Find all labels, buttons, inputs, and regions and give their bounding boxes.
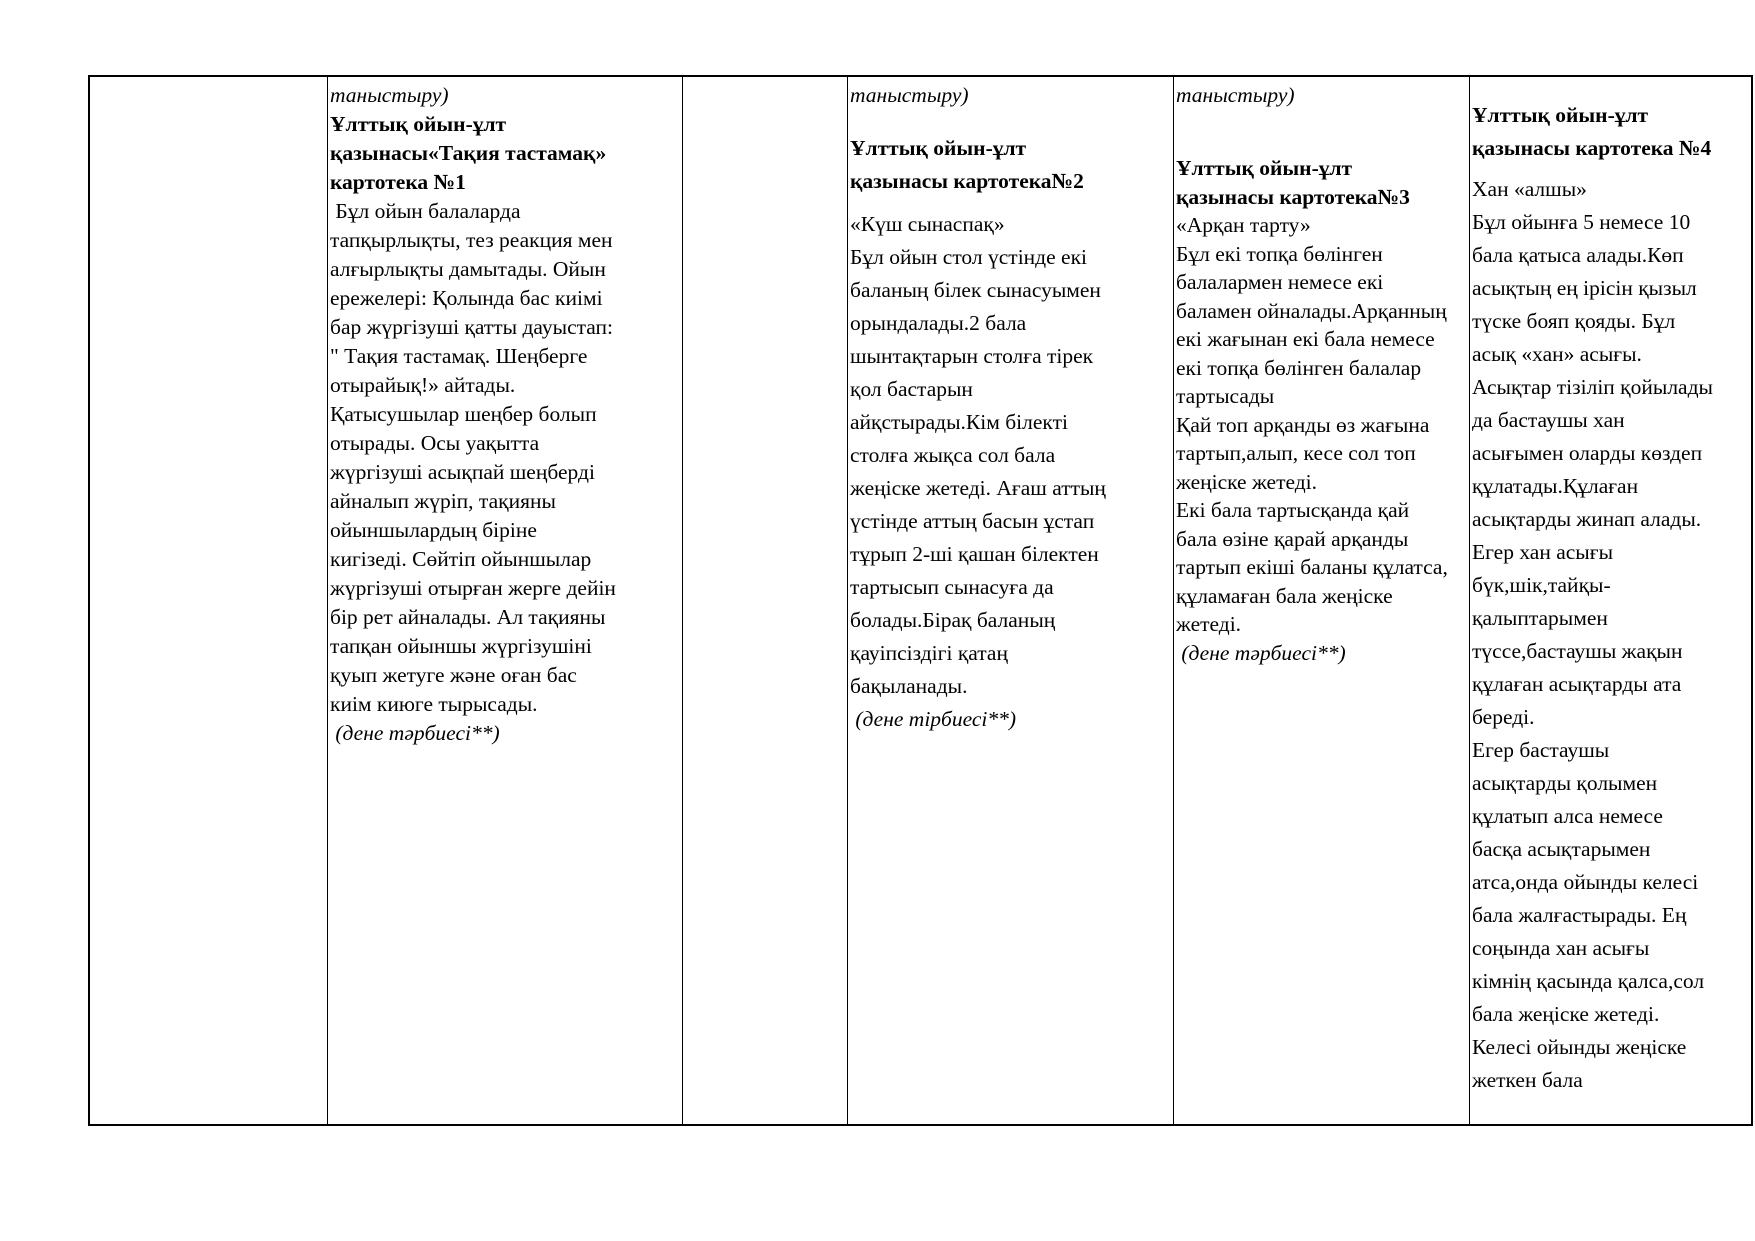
cell-game-2	[848, 77, 1174, 1124]
text-line: екі топқа бөлінген балалар	[1176, 355, 1422, 380]
text-line: тартысады	[1176, 384, 1275, 408]
text-line: алғырлықты дамытады. Ойын	[330, 257, 606, 281]
text-line: басқа асықтарымен	[1472, 837, 1651, 861]
text-line: да бастаушы хан	[1472, 408, 1625, 432]
text-line: қалыптарымен	[1472, 606, 1608, 630]
text-line: құлатады.Құлаған	[1472, 474, 1639, 498]
text-line: отырады. Осы уақытта	[330, 431, 540, 455]
column-empty-2	[682, 77, 848, 1124]
text-line: тұрып 2-ші қашан білектен	[850, 542, 1099, 566]
text-line: айналып жүріп, тақияны	[330, 489, 556, 513]
text-line: асықтың ең ірісін қызыл	[1472, 276, 1697, 300]
game-title-line: Ұлттық ойын-ұлт	[1176, 156, 1353, 180]
text-line: құлаған асықтарды ата	[1472, 672, 1682, 696]
text-line: қол бастарын	[850, 377, 973, 401]
text-line: жүргізуші отырған жерге дейін	[330, 576, 616, 600]
text-line: құлатып алса немесе	[1472, 804, 1663, 828]
text-line: Қатысушылар шеңбер болып	[330, 402, 597, 426]
text-line: бүк,шік,тайқы-	[1472, 573, 1611, 597]
text-line: кімнің қасында қалса,сол	[1472, 969, 1705, 993]
text-line: Келесі ойынды жеңіске	[1472, 1035, 1687, 1059]
text-line: бала қатыса алады.Көп	[1472, 243, 1684, 267]
text-line: құламаған бала жеңіске	[1176, 583, 1393, 608]
text-line: кигізеді. Сөйтіп ойыншылар	[330, 547, 592, 571]
text-line: береді.	[1472, 705, 1535, 729]
text-line: жетеді.	[1176, 612, 1242, 636]
text-line: айқстырады.Кім білекті	[850, 410, 1068, 434]
text-line: балалармен немесе екі	[1176, 270, 1384, 294]
text-line: отырайық!» айтады.	[330, 373, 516, 397]
text-line: қуып жетуге және оған бас	[330, 663, 577, 687]
column-game-3	[1173, 77, 1470, 1124]
intro-text: таныстыру)	[850, 83, 969, 107]
text-line: Бұл ойын балаларда	[330, 199, 521, 223]
game-title-line: Ұлттық ойын-ұлт	[1472, 103, 1649, 127]
game-title-line: қазынасы картотека№2	[850, 169, 1084, 193]
game-title-line: Ұлттық ойын-ұлт	[850, 136, 1027, 160]
subject-note: (дене тірбиесі**)	[850, 707, 1017, 731]
text-line: бір рет айналады. Ал тақияны	[330, 605, 606, 629]
text-line: " Тақия тастамақ. Шеңберге	[330, 344, 588, 368]
text-line: соңында хан асығы	[1472, 936, 1650, 960]
column-empty-1	[90, 77, 328, 1124]
text-line: бақыланады.	[850, 674, 968, 698]
text-line: асықтарды қолымен	[1472, 771, 1658, 795]
game-title-line: қазынасы картотека №4	[1472, 136, 1712, 160]
schedule-table	[88, 75, 1753, 1126]
game-title-line: картотека №1	[330, 170, 466, 194]
cell-game-3	[1174, 77, 1470, 1124]
text-line: болады.Бірақ баланың	[850, 608, 1056, 632]
text-line: баламен ойналады.Арқанның	[1176, 298, 1447, 323]
text-line: тартып,алып, кесе сол топ	[1176, 441, 1416, 465]
text-line: бар жүргізуші қатты дауыстап:	[330, 315, 614, 339]
text-line: Бұл ойын стол үстінде екі	[850, 245, 1087, 269]
text-line: түссе,бастаушы жақын	[1472, 639, 1683, 663]
column-game-1	[327, 77, 683, 1124]
text-line: бала жеңіске жетеді.	[1472, 1002, 1660, 1026]
subject-note: (дене тәрбиесі**)	[330, 721, 500, 745]
text-line: бала өзіне қарай арқанды	[1176, 526, 1409, 551]
text-line: Асықтар тізіліп қойылады	[1472, 375, 1713, 399]
text-line: тартысып сынасуға да	[850, 575, 1054, 599]
text-line: Егер бастаушы	[1472, 738, 1610, 762]
cell-game-4	[1470, 77, 1751, 1124]
text-line: түске бояп қояды. Бұл	[1472, 309, 1676, 333]
text-line: киім киюге тырысады.	[330, 692, 538, 716]
text-line: Бұл екі топқа бөлінген	[1176, 241, 1383, 266]
game-name: Хан «алшы»	[1472, 177, 1587, 201]
game-title-line: қазынасы картотека№3	[1176, 184, 1410, 209]
text-line: орындалады.2 бала	[850, 311, 1027, 335]
game-title-line: қазынасы«Тақия тастамақ»	[330, 141, 607, 165]
text-line: ойыншылардың біріне	[330, 518, 537, 542]
text-line: қауіпсіздігі қатаң	[850, 641, 1008, 665]
text-line: екі жағынан екі бала немесе	[1176, 327, 1435, 351]
text-line: Егер хан асығы	[1472, 540, 1614, 564]
game-title-line: Ұлттық ойын-ұлт	[330, 112, 507, 136]
text-line: бала жалғастырады. Ең	[1472, 903, 1687, 927]
subject-note: (дене тәрбиесі**)	[1176, 640, 1346, 665]
column-game-4	[1469, 77, 1751, 1124]
text-line: жүргізуші асықпай шеңберді	[330, 460, 595, 484]
text-line: шынтақтарын столға тірек	[850, 344, 1094, 368]
text-line: тапқан ойыншы жүргізушіні	[330, 634, 592, 658]
intro-text: таныстыру)	[1176, 83, 1295, 107]
intro-text: таныстыру)	[330, 83, 449, 107]
text-line: тапқырлықты, тез реакция мен	[330, 228, 613, 252]
cell-game-1	[328, 77, 683, 1124]
game-name: «Арқан тарту»	[1176, 213, 1311, 237]
text-line: жеткен бала	[1472, 1068, 1583, 1092]
text-line: жеңіске жетеді.	[1176, 469, 1318, 494]
text-line: атса,онда ойынды келесі	[1472, 870, 1699, 894]
text-line: асық «хан» асығы.	[1472, 342, 1642, 366]
text-line: үстінде аттың басын ұстап	[850, 509, 1095, 533]
column-game-2	[847, 77, 1174, 1124]
text-line: баланың білек сынасуымен	[850, 278, 1101, 302]
text-line: асықтарды жинап алады.	[1472, 507, 1702, 531]
text-line: столға жықса сол бала	[850, 443, 1056, 467]
game-name: «Күш сынаспақ»	[850, 212, 1005, 236]
text-line: Қай топ арқанды өз жағына	[1176, 412, 1430, 437]
text-line: Екі бала тартысқанда қай	[1176, 498, 1410, 522]
text-line: асығымен оларды көздеп	[1472, 441, 1703, 465]
text-line: жеңіске жетеді. Ағаш аттың	[850, 476, 1106, 500]
text-line: тартып екіші баланы құлатса,	[1176, 555, 1448, 579]
text-line: Бұл ойынға 5 немесе 10	[1472, 210, 1691, 234]
text-line: ережелері: Қолында бас киімі	[330, 286, 603, 310]
